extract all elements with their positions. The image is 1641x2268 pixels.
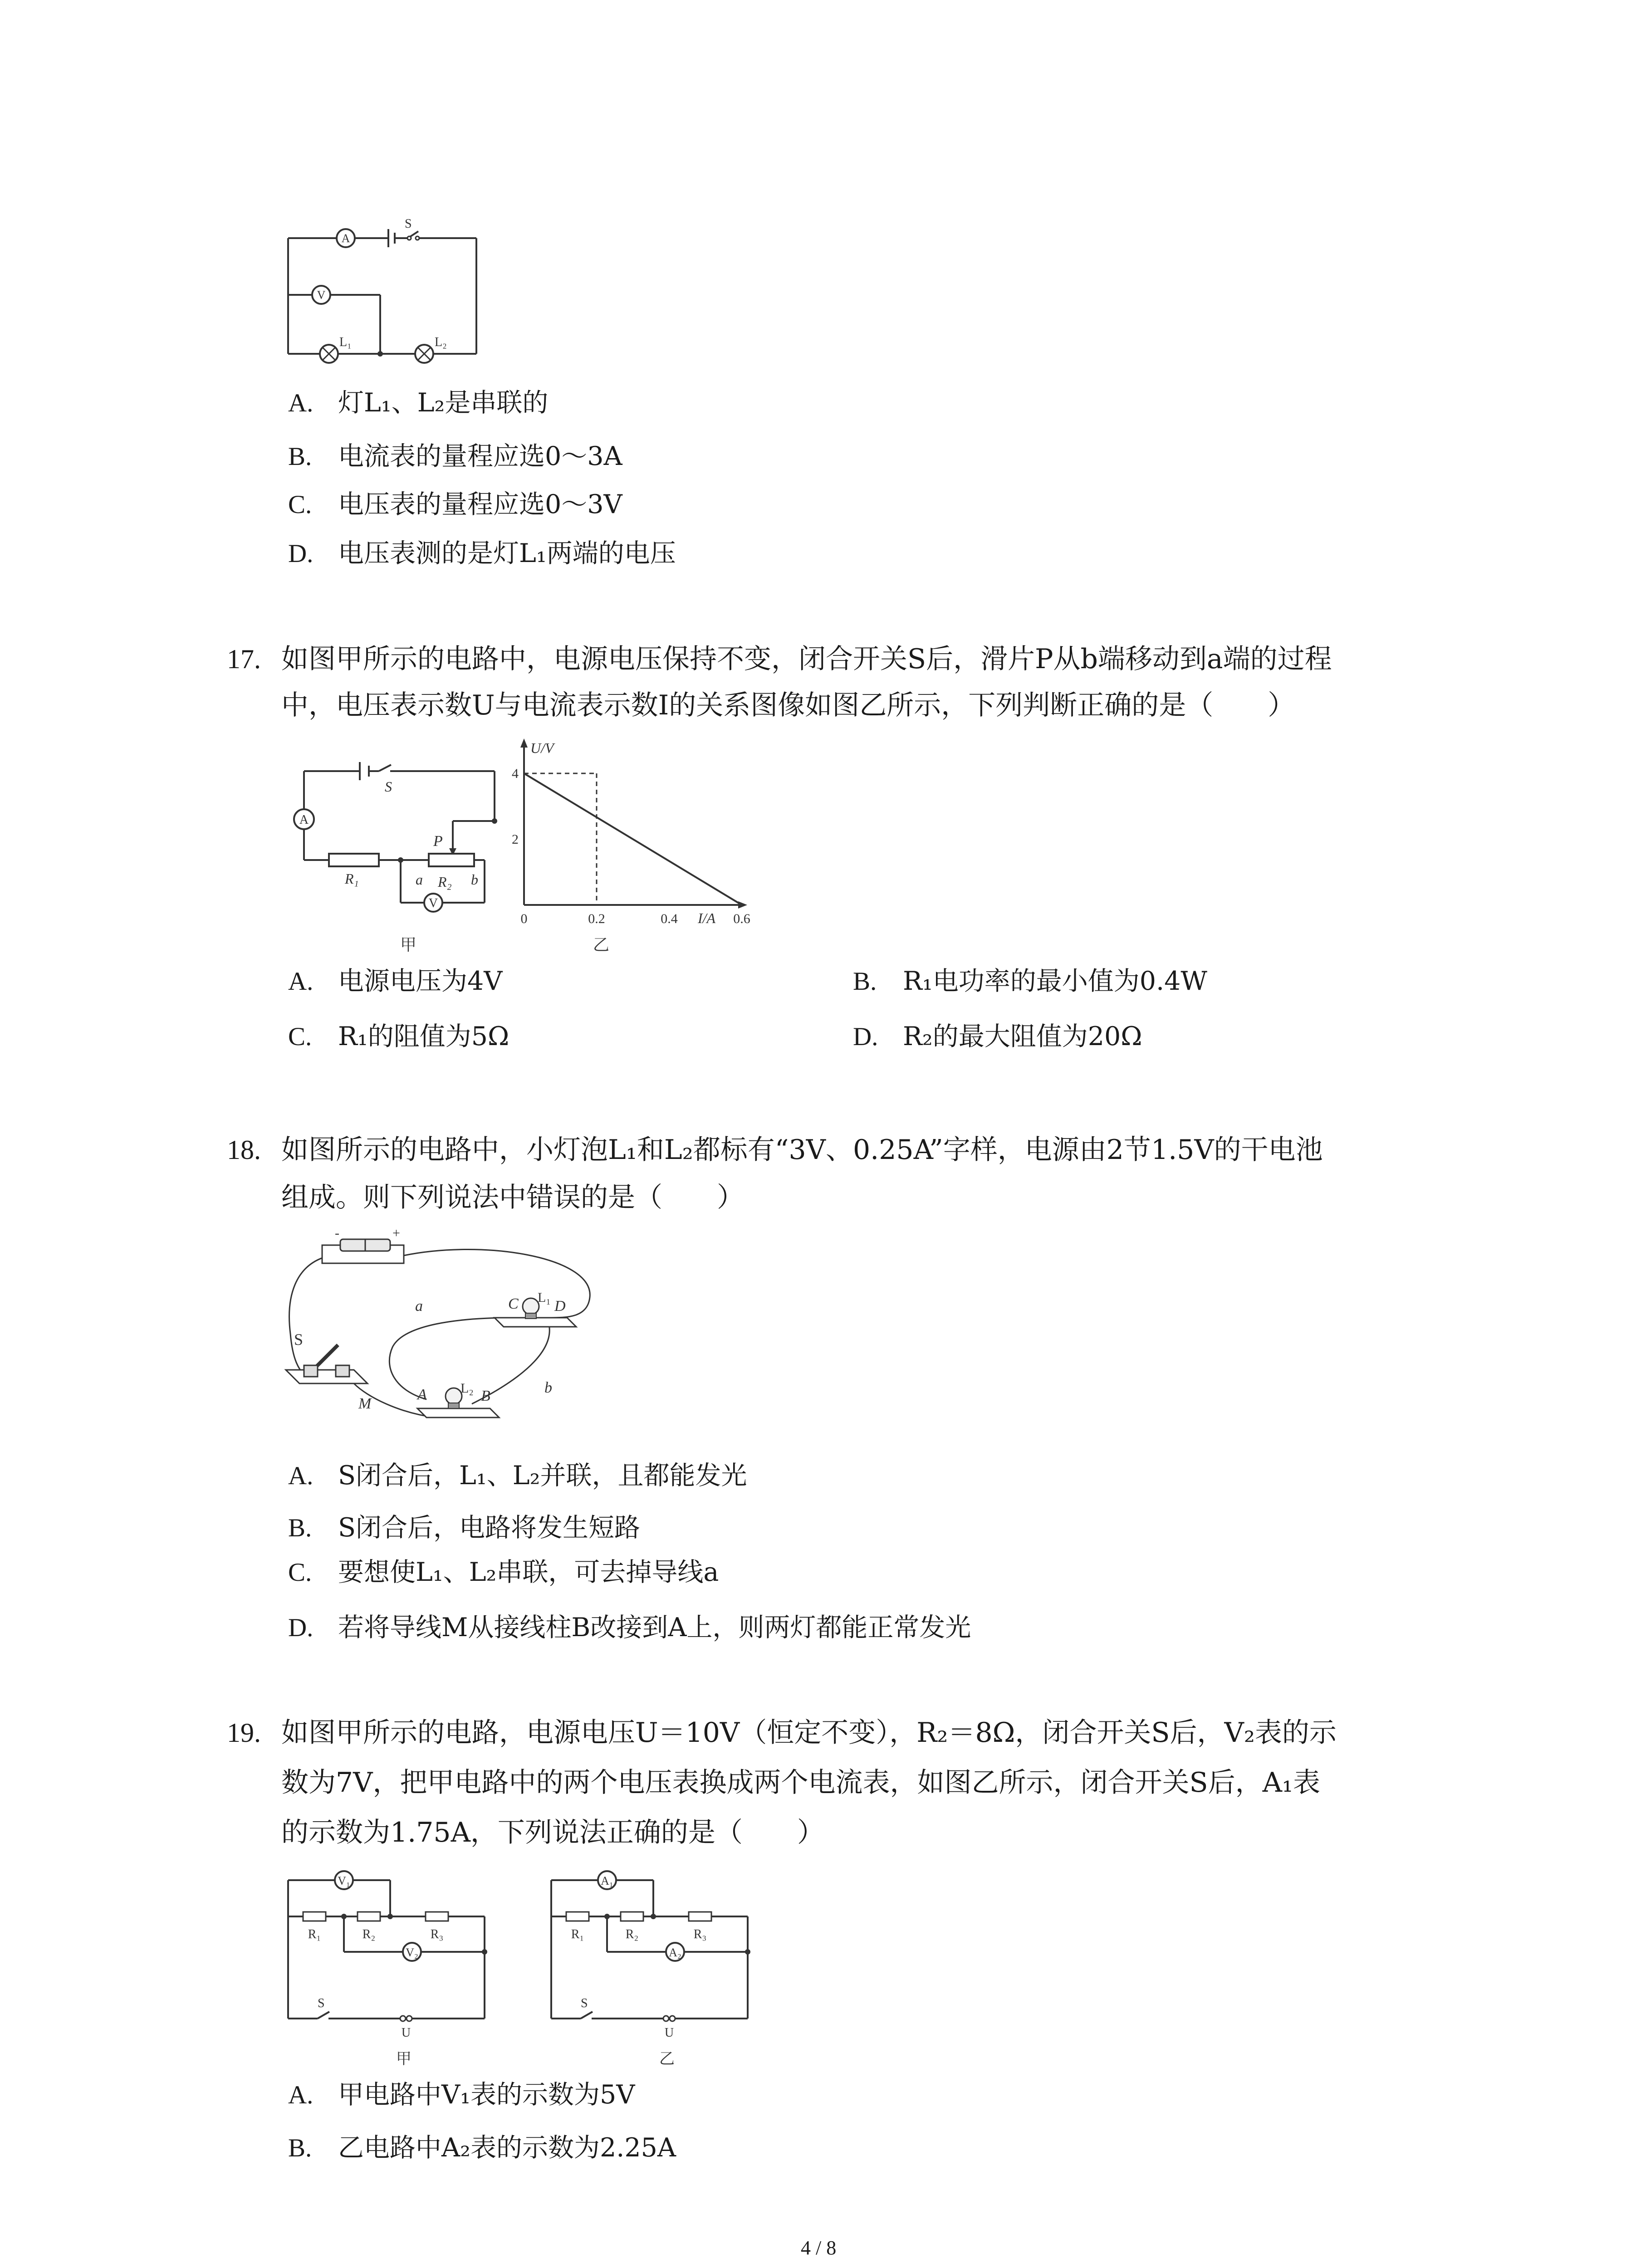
q18-post-d-label: D [554,1298,566,1315]
q17-r1-label: R₁ [345,870,359,887]
q19-yi-resistor-r3 [689,1912,711,1921]
q16-lamp2 [415,345,433,363]
q17-option-a-text: 电源电压为4V [338,966,503,996]
q17-end-b-label: b [471,871,478,888]
q18-battery-holder [322,1239,404,1263]
q17-y-axis-arrow [520,738,528,748]
q19-stem-line2: 数为7V，把甲电路中的两个电压表换成两个电流表，如图乙所示，闭合开关S后，A₁表 [281,1767,1320,1799]
q16-option-a-letter: A. [288,389,314,417]
q18-wire-a-label: a [415,1298,423,1315]
q17-option-d-letter: D. [853,1022,878,1051]
q17-option-a[interactable] [288,968,502,994]
q18-knife-switch [286,1345,367,1383]
q17-stem-line1: 如图甲所示的电路中，电源电压保持不变，闭合开关S后，滑片P从b端移动到a端的过程 [281,643,1332,675]
q17-x-tick-label-0: 0 [520,911,528,926]
q18-post-a-label: A [417,1386,427,1403]
q18-option-d-text: 若将导线M从接线柱B改接到A上，则两灯都能正常发光 [338,1613,971,1642]
q18-lamp2-label: L₂ [460,1381,474,1396]
q19-yi-resistor-r2 [621,1912,643,1921]
q18-post-c-label: C [508,1295,519,1312]
q18-wire-battery-to-switch [289,1256,327,1374]
q19-circuit-yi [544,1867,762,2075]
q17-circuit-diagram [281,753,499,962]
q16-option-c-text: 电压表的量程应选0～3V [338,489,622,519]
q19-jia-source-label: U [401,2026,411,2040]
page-number: 4 / 8 [801,2237,837,2259]
q19-yi-a2-label: A₂ [669,1946,681,1959]
q17-option-d-text: R₂的最大阻值为20Ω [903,1022,1142,1051]
q16-voltmeter-label: V [317,288,326,302]
q18-number: 18. [227,1135,261,1165]
q17-graph-axes [524,744,742,905]
q17-series-line [524,773,742,905]
q19-option-a[interactable] [288,2082,635,2108]
q18-stem-line1: 如图所示的电路中，小灯泡L₁和L₂都标有“3V、0.25A”字样，电源由2节1.5V的干电池 [281,1134,1323,1166]
q19-stem-line3: 的示数为1.75A，下列说法正确的是（ ） [281,1817,824,1848]
q18-option-d-letter: D. [288,1613,314,1642]
q19-yi-a1-label: A₁ [601,1874,613,1887]
q16-option-d-text: 电压表测的是灯L₁两端的电压 [338,538,676,568]
q17-resistor-r1 [329,854,379,866]
q17-x-tick-label-0.4: 0.4 [661,911,678,926]
q19-yi-switch-label: S [581,1996,588,2010]
q16-lamp1 [320,345,338,363]
q17-slider-p-label: P [433,833,443,850]
q17-end-a-label: a [416,871,423,888]
q19-yi-caption: 乙 [659,2051,675,2068]
q17-number: 17. [227,644,261,674]
q17-ammeter-label: A [299,813,309,827]
q19-option-a-letter: A. [288,2081,314,2109]
q19-yi-resistor-r1 [566,1912,589,1921]
q18-option-c[interactable] [288,1559,719,1585]
q18-option-b-letter: B. [288,1514,312,1542]
q18-stem-line2: 组成。则下列说法中错误的是（ ） [281,1182,744,1213]
q19-jia-r2-label: R₂ [362,1927,376,1941]
q16-option-b[interactable] [288,441,622,471]
q19-yi-source-label: U [664,2026,674,2040]
q18-battery-minus: - [335,1226,339,1241]
q19-jia-v2-label: V₂ [406,1946,418,1959]
q16-option-a-text: 灯L₁、L₂是串联的 [338,388,549,418]
q17-voltmeter-label: V [428,896,438,910]
q17-option-c-text: R₁的阻值为5Ω [338,1022,509,1051]
q17-option-b-text: R₁电功率的最小值为0.4W [903,966,1208,996]
q18-option-c-text: 要想使L₁、L₂串联，可去掉导线a [338,1557,719,1587]
q16-option-a[interactable] [288,390,548,416]
q16-option-c-letter: C. [288,490,312,519]
q19-jia-resistor-r2 [358,1912,380,1921]
q16-circuit-diagram [281,218,490,367]
q17-graph-caption: 乙 [593,936,610,954]
q18-switch-label: S [294,1330,304,1349]
q17-option-a-letter: A. [288,967,314,996]
q17-r2-label: R₂ [438,874,452,890]
q17-y-tick-label-2: 2 [512,832,519,847]
q18-option-b-text: S闭合后，电路将发生短路 [338,1513,641,1543]
q18-lamp1-label: L₁ [538,1290,551,1305]
q19-jia-switch-label: S [318,1996,325,2010]
q18-option-a[interactable] [288,1463,747,1489]
q19-jia-resistor-r1 [303,1912,326,1921]
q17-stem-line2: 中，电压表示数U与电流表示数I的关系图像如图乙所示，下列判断正确的是（ ） [281,689,1295,721]
q18-option-b[interactable] [288,1515,640,1541]
q17-y-axis-title: U/V [530,740,554,756]
q17-switch-label: S [385,778,392,795]
q17-ui-graph [512,735,751,962]
q18-post-b-label: B [481,1388,490,1404]
q18-wire-m-label: M [358,1395,372,1412]
q17-option-c[interactable] [288,1024,509,1050]
q17-option-b-letter: B. [853,967,877,996]
q18-option-d[interactable] [288,1615,971,1641]
q19-jia-resistor-r3 [426,1912,448,1921]
q19-jia-v1-label: V₁ [338,1874,350,1887]
q17-x-axis-title: I/A [698,910,716,926]
q18-wire-b-label: b [544,1379,552,1396]
q16-ammeter-label: A [341,232,350,245]
q19-yi-r3-label: R₃ [693,1927,707,1941]
q19-jia-r3-label: R₃ [430,1927,444,1941]
q16-lamp1-label: L₁ [339,335,352,349]
q19-stem-line1: 如图甲所示的电路，电源电压U＝10V（恒定不变），R₂＝8Ω，闭合开关S后，V₂表的示 [281,1717,1337,1749]
q17-rheostat-r2 [429,854,474,866]
q18-option-a-text: S闭合后，L₁、L₂并联，且都能发光 [338,1461,747,1491]
q16-option-c[interactable] [288,489,622,519]
q19-option-b[interactable] [288,2135,676,2161]
q18-battery-plus: + [392,1226,400,1241]
q17-x-axis-arrow [738,901,747,909]
q18-option-a-letter: A. [288,1461,314,1490]
q17-option-d[interactable] [853,1024,1142,1050]
q19-option-b-text: 乙电路中A₂表的示数为2.25A [338,2133,676,2163]
q17-option-b[interactable] [853,968,1207,994]
q16-option-d-letter: D. [288,539,314,568]
q19-jia-r1-label: R₁ [308,1927,321,1941]
q18-wire-a [389,1318,513,1399]
q19-option-a-text: 甲电路中V₁表的示数为5V [338,2080,635,2110]
q19-yi-r2-label: R₂ [625,1927,639,1941]
q16-option-b-letter: B. [288,442,312,471]
q16-option-b-text: 电流表的量程应选0～3A [338,441,622,471]
q17-y-tick-label-4: 4 [512,766,519,781]
q19-yi-r1-label: R₁ [571,1927,584,1941]
q17-x-tick-label-0.6: 0.6 [733,911,750,926]
q19-jia-caption: 甲 [396,2051,411,2068]
q17-x-tick-label-0.2: 0.2 [588,911,605,926]
q19-number: 19. [227,1718,261,1748]
q18-option-c-letter: C. [288,1558,312,1587]
q17-circuit-caption: 甲 [400,936,417,954]
q16-option-d[interactable] [288,538,676,568]
q16-lamp2-label: L₂ [435,335,447,349]
q19-circuit-jia [281,1867,499,2075]
q17-option-c-letter: C. [288,1022,312,1051]
q16-switch-label: S [405,217,412,231]
q18-physical-circuit-diagram [277,1226,603,1442]
q19-option-b-letter: B. [288,2134,312,2162]
